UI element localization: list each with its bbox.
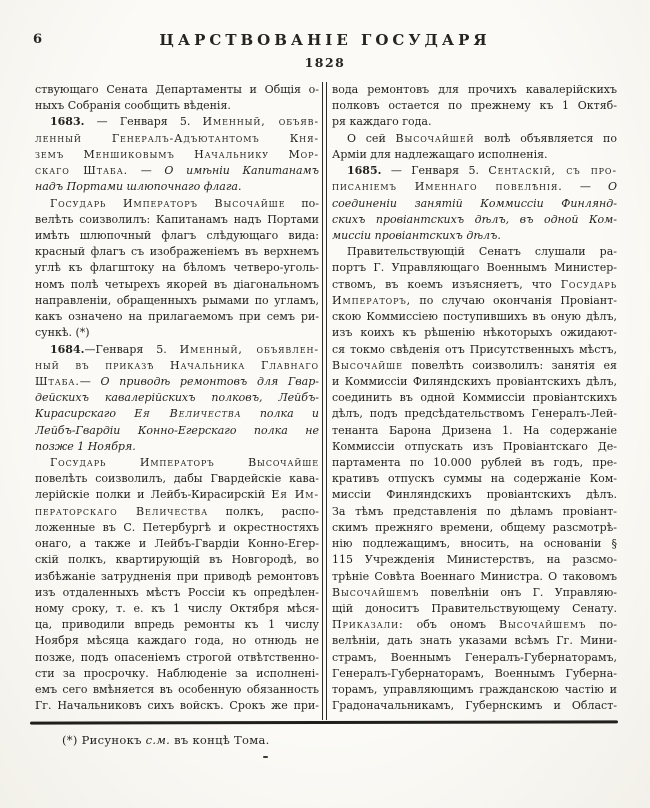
column-divider-rule [322,82,327,720]
text-line [35,309,319,325]
text-line [332,342,617,358]
text-segment: Арміи для надлежащаго исполненія. [332,147,548,161]
text-segment: полковъ остается по прежнему къ 1 Октяб- [332,99,617,113]
text-segment: Гг. Начальниковъ сихъ войскъ. Срокъ же при- [35,699,319,713]
text-segment: ператорскаго Величества [35,504,209,518]
text-segment: портъ Г. Управляющаго Военнымъ Министер- [332,261,617,275]
text-line [332,471,617,487]
text-segment: соединить въ одной Коммиссіи провіантскихъ [332,391,617,405]
text-segment: Кирасирскаго [35,407,135,421]
text-segment: вода ремонтовъ для прочихъ кавалерійскихъ [332,83,617,96]
text-segment: Ея Величества [134,407,242,421]
text-line [332,228,617,244]
text-line [332,82,617,98]
text-segment: ся токмо свѣденія отъ Присутственныхъ мѣстъ, [332,342,617,356]
text-segment: 115 Учрежденія Министерствъ, на разсмо- [332,553,617,567]
text-line [35,633,319,649]
text-line [35,228,319,244]
text-segment: Высочайшей [395,131,475,145]
text-segment: Государь [560,277,617,291]
text-line [332,390,617,406]
text-segment: по- [586,618,617,632]
text-segment: повелѣніи онъ Г. Управляю- [419,585,617,599]
text-segment: миссіи Финляндскихъ провіантскихъ дѣлъ. [332,488,617,502]
text-line [35,82,319,98]
text-line [35,406,319,422]
text-segment: земъ Меншиковымъ Начальнику Мор- [35,147,319,161]
text-segment: какъ означено на прилагаемомъ при семъ ри- [35,310,319,324]
left-text-column [35,82,319,715]
text-segment: углѣ къ флагштоку на бѣломъ четверо-уголь- [35,261,319,275]
text-segment: надъ Портами шлюпочнаго флага. [35,180,242,194]
text-line [332,179,617,195]
text-segment: Ноября мѣсяца каждаго года, но отнюдь не [35,634,319,648]
text-line [332,569,617,585]
text-segment: въ концѣ Тома. [170,733,270,747]
text-segment: — Генваря 5. [84,115,203,129]
text-line [332,682,617,698]
running-header-year: 1828 [304,55,346,70]
text-segment: дейскихъ кавалерійскихъ полковъ, Лейбъ- [35,391,319,405]
text-line [35,374,319,390]
text-segment: ствующаго Сената Департаменты и Общія о- [35,83,319,96]
text-line [35,666,319,682]
text-segment: 1685. [347,164,382,178]
text-segment: миссіи провіантскихъ дѣлъ. [332,228,501,242]
text-segment: красный флагъ съ изображеніемъ въ верхнемъ [35,245,319,259]
text-line [332,406,617,422]
text-line [332,244,617,260]
text-line [35,131,319,147]
text-line [332,163,617,179]
text-segment: трѣніе Совѣта Военнаго Министра. О таковомъ [332,569,617,583]
text-segment: сти за просрочку. Наблюденіе за исполнені- [35,666,319,680]
text-segment: имѣть шлюпочный флагъ слѣдующаго вида: [35,228,319,242]
text-segment: страмъ, Военнымъ Генералъ-Губернаторамъ, [332,650,617,664]
text-segment: лерійскіе полки и Лейбъ-Кирасирскій [35,488,272,502]
text-segment: торамъ, управляющимъ гражданскою частію и [332,683,617,697]
text-line [35,325,319,341]
text-segment: Высочайше [332,358,403,372]
page-number: 6 [33,32,44,47]
footnote-marker: (*) [62,733,78,747]
text-segment: по- [285,196,319,210]
text-line [332,520,617,536]
text-segment: нію подлежащимъ, вносить, на основаніи § [332,537,617,551]
text-line [332,487,617,503]
footnote [62,733,270,747]
text-segment: сункѣ. (*) [35,326,90,340]
text-segment: ныхъ Собранія сообщить вѣденія. [35,99,231,113]
text-line [35,487,319,503]
text-line [332,196,617,212]
text-line [332,98,617,114]
text-segment: изъ коихъ къ рѣшенію нѣкоторыхъ ожидают- [332,326,617,340]
text-segment: партамента по 10.000 рублей въ годъ, пре- [332,456,617,470]
text-line [35,342,319,358]
text-line [35,471,319,487]
text-line [332,455,617,471]
text-segment: волѣ объявляется по [474,131,617,145]
text-segment: Сентаскій, съ про- [488,164,617,178]
text-line [332,374,617,390]
text-segment: Государь Императоръ Высочайше [50,196,286,210]
text-line [332,585,617,601]
text-segment: Высочайшемъ [332,585,420,599]
text-segment: Градоначальникамъ, Губернскимъ и Област- [332,699,617,713]
text-line [35,423,319,439]
text-line [35,536,319,552]
text-segment: позже 1 Ноября. [35,439,136,453]
text-segment: 1683. [50,115,85,129]
text-line [332,114,617,130]
text-segment: О [607,180,617,194]
text-segment: позже, подъ опасеніемъ строгой отвѣтственно- [35,650,319,664]
text-segment: ному сроку, т. е. къ 1 числу Октября мѣся- [35,602,319,615]
text-segment: Приказали: [332,618,404,632]
text-segment: изъ отдаленныхъ мѣстъ Россіи къ опредѣлен- [35,585,319,599]
text-segment: ложенные въ С. Петербургѣ и окрестностяхъ [35,520,319,534]
text-segment: Императоръ, [332,293,412,307]
text-segment: соединеніи занятій Коммиссіи Финлянд- [332,196,617,210]
text-line [35,439,319,455]
text-line [35,260,319,276]
text-segment: скій полкъ, квартирующій въ Новгородѣ, во [35,553,319,567]
text-line [332,650,617,666]
text-line [35,504,319,520]
text-segment: полка и [241,407,319,421]
text-segment: повелѣть соизволилъ, дабы Гвардейскіе кава- [35,472,319,486]
text-segment: скимъ прежняго времени, общему разсмотрѣ- [332,520,617,534]
text-segment: тенанта Барона Дризена 1. На содержаніе [332,423,617,437]
text-segment: Штаба. [35,374,80,388]
text-segment: ный въ приказѣ Начальника Главнаго [35,358,319,372]
text-line [35,682,319,698]
text-segment: — Генваря 5. [381,164,489,178]
text-segment: Высочайшемъ [499,618,587,632]
text-line [35,358,319,374]
text-line [332,536,617,552]
text-segment: и Коммиссіи Филяндскихъ провіантскихъ дѣлъ, [332,374,617,388]
text-line [35,390,319,406]
text-segment: — [79,374,101,388]
text-line [35,569,319,585]
text-segment: емъ сего вмѣняется въ особенную обязанность [35,683,319,697]
text-segment: кративъ отпускъ суммы на содержаніе Ком- [332,472,617,486]
text-line [332,504,617,520]
text-segment: онаго, а также и Лейбъ-Гвардіи Конно-Егер- [35,537,319,551]
text-segment: 1684. [50,342,85,356]
text-line [35,196,319,212]
text-line [35,520,319,536]
text-line [35,277,319,293]
text-line [35,179,319,195]
text-line [332,552,617,568]
text-line [332,309,617,325]
text-segment: Именный, объявлен- [179,342,319,356]
text-line [35,650,319,666]
text-segment: О сей [347,131,396,145]
text-segment: За тѣмъ представленія по дѣламъ провіант- [332,504,617,518]
text-segment: Коммиссіи отпускать изъ Провіантскаго Де- [332,439,617,453]
text-segment: О приводѣ ремонтовъ для Гвар- [100,374,319,388]
text-segment: скою Коммиссіею поступившихъ въ оную дѣлъ, [332,310,617,324]
text-segment: О имѣніи Капитанамъ [164,164,319,178]
text-line [332,260,617,276]
text-segment: — [128,164,165,178]
text-line [35,212,319,228]
text-line [35,244,319,260]
text-line [35,552,319,568]
footer-separator-rule [30,720,618,724]
text-segment: повелѣть соизволилъ: занятія ея [402,358,617,372]
text-segment: полкъ, распо- [208,504,319,518]
text-line [35,114,319,130]
text-line [332,277,617,293]
text-segment: номъ полѣ четырехъ якорей въ діагональномъ [35,277,319,291]
text-segment: скихъ провіантскихъ дѣлъ, въ одной Ком- [332,212,617,226]
text-line [332,358,617,374]
text-segment: объ ономъ [403,618,500,632]
text-segment: ствомъ, въ коемъ изъясняетъ, что [332,277,561,291]
text-line [35,585,319,601]
text-line [332,698,617,714]
text-line [35,698,319,714]
text-line [35,98,319,114]
text-line [35,617,319,633]
running-header-title: ЦАРСТВОВАНІЕ ГОСУДАРЯ [159,31,491,49]
text-segment: с.м. [145,733,171,747]
text-line [332,293,617,309]
text-segment: ря каждаго года. [332,115,432,129]
text-line [332,601,617,617]
text-segment: избѣжаніе затрудненія при приводѣ ремонтовъ [35,569,319,583]
text-segment: по случаю окончанія Провіант- [411,293,617,307]
text-segment: Ея Им- [271,488,319,502]
right-text-column [332,82,617,715]
scan-speck [263,756,268,758]
text-line [332,633,617,649]
text-segment: направленіи, обращенныхъ рымами по угламъ, [35,293,319,307]
text-line [332,147,617,163]
text-segment: ленный Генералъ-Адъютантомъ Кня- [35,131,319,145]
text-line [332,617,617,633]
text-line [35,601,319,617]
text-segment: Рисунокъ [77,733,146,747]
text-segment: ца, приводили впредь ремонты къ 1 числу [35,618,319,632]
text-segment: писаніемъ Именнаго повелѣнія. [332,180,563,194]
text-segment: дѣлъ, подъ предсѣдательствомъ Генералъ-Лей- [332,407,617,421]
text-segment: — [562,180,608,194]
text-segment: велѣніи, дать знать указами всѣмъ Гг. Мини- [332,634,617,648]
text-segment: скаго Штаба. [35,164,129,178]
text-line [332,131,617,147]
text-segment: Генералъ-Губернаторамъ, Военнымъ Губерна- [332,666,617,680]
text-segment: Именный, объяв- [202,115,319,129]
text-line [332,439,617,455]
text-segment: щій доноситъ Правительствующему Сенату. [332,602,617,615]
text-line [35,293,319,309]
text-line [35,147,319,163]
text-line [332,666,617,682]
text-segment: —Генваря 5. [84,342,180,356]
text-line [332,325,617,341]
text-segment: Лейбъ-Гвардіи Конно-Егерскаго полка не [35,423,319,437]
text-line [332,212,617,228]
text-line [35,163,319,179]
text-segment: велѣть соизволилъ: Капитанамъ надъ Портами [35,212,319,226]
text-line [332,423,617,439]
text-segment: Правительствующій Сенатъ слушали ра- [347,245,617,259]
text-segment: Государь Императоръ Высочайше [50,456,319,470]
text-line [35,455,319,471]
